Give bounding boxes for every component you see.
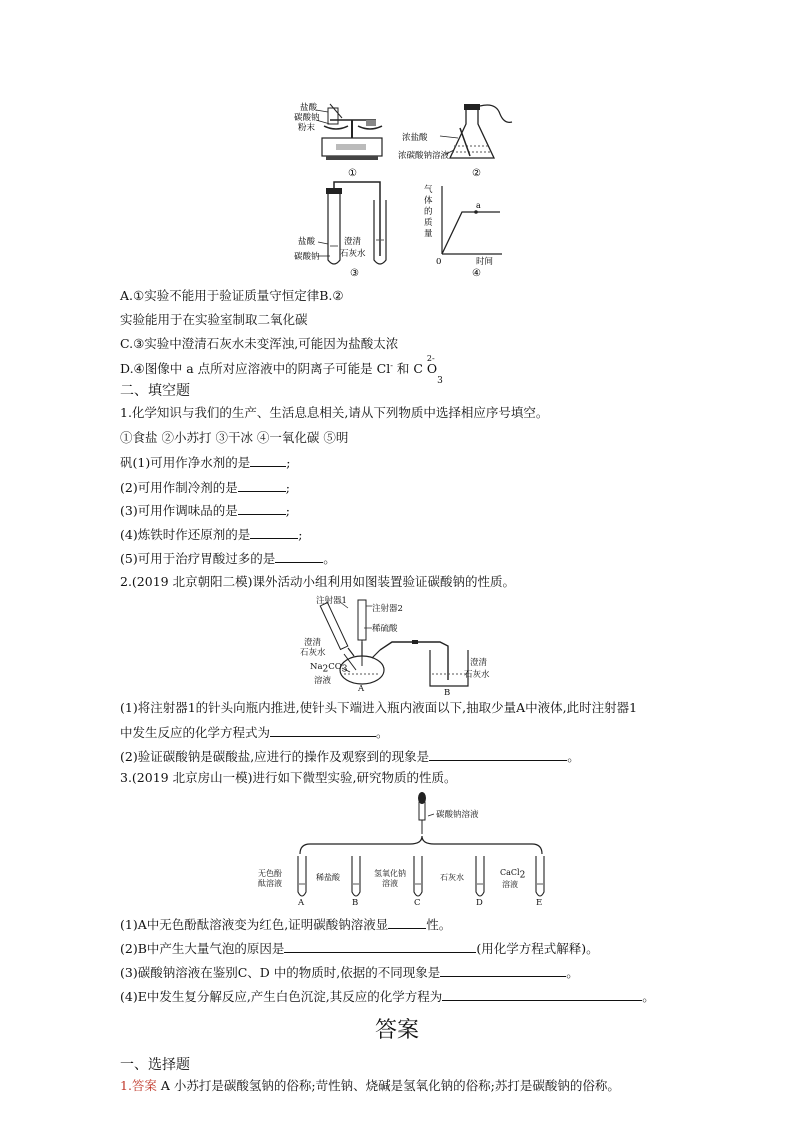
q1-line3	[120, 502, 290, 519]
graph-y1: 气	[424, 185, 433, 195]
q3-p1-pre: (1)A中无色酚酞溶液变为红色,证明碳酸钠溶液显	[120, 917, 389, 932]
answers-title: 答案	[374, 1018, 419, 1043]
apparatus-svg	[290, 96, 520, 280]
q1-blank1[interactable]	[250, 454, 286, 467]
q3-tube-d-l1: 石灰水	[440, 873, 464, 882]
graph-y2: 体	[424, 196, 433, 206]
section-title-fill: 二、填空题	[120, 383, 190, 399]
option-d-and: 和 C	[396, 361, 423, 377]
q3-tube-a-l2: 酞溶液	[258, 879, 282, 888]
q1-choices: ①食盐 ②小苏打 ③干冰 ④一氧化碳 ⑤明	[120, 430, 349, 445]
graph-y3: 的	[424, 207, 433, 217]
q3-tube-b-letter: B	[352, 898, 359, 908]
graph-x-label: 时间	[476, 257, 494, 267]
q3-p2-post: (用化学方程式解释)。	[476, 941, 599, 956]
q2-na2co3-label: $Na_2CO_3$	[310, 662, 348, 675]
graph-y5: 量	[424, 229, 433, 239]
q2-lime2-label: 石灰水	[300, 648, 326, 658]
q3-blank4[interactable]	[442, 988, 642, 1001]
q3-tube-d-letter: D	[476, 898, 483, 908]
q1-line1-pre: 矾(1)可用作净水剂的是	[120, 455, 251, 470]
q2-p1a: (1)将注射器1的针头向瓶内推进,使针头下端进入瓶内液面以下,抽取少量A中液体,此时注射器1	[120, 700, 638, 715]
q2-lime3-label: 澄清	[470, 658, 488, 668]
q3-tube-e-letter: E	[536, 898, 543, 908]
q1-line5-pre: (5)可用于治疗胃酸过多的是	[120, 551, 276, 566]
fig3-label-lime1: 澄清	[344, 237, 362, 247]
fig3-num: ③	[350, 268, 359, 279]
graph-y4: 质	[424, 218, 433, 228]
q3-p2	[120, 940, 599, 957]
q3-p3-post: 。	[566, 965, 579, 980]
option-d-ion	[426, 354, 443, 386]
answer-1-text: A 小苏打是碳酸氢钠的俗称;苛性钠、烧碱是氢氧化钠的俗称;苏打是碳酸钠的俗称。	[160, 1078, 620, 1093]
answers-section-title: 一、选择题	[120, 1057, 190, 1073]
option-d	[120, 354, 443, 386]
q2-p2-text: (2)验证碳酸钠是碳酸盐,应进行的操作及观察到的现象是	[120, 749, 430, 764]
q3-blank3[interactable]	[440, 964, 566, 977]
q3-tube-c-letter: C	[414, 898, 421, 908]
answer-1-label: 1.答案	[120, 1078, 157, 1093]
q2-syringe1-label: 注射器1	[316, 596, 347, 606]
q1-line5	[120, 550, 336, 567]
q3-p4-pre: (4)E中发生复分解反应,产生白色沉淀,其反应的化学方程为	[120, 989, 443, 1004]
q1-line4	[120, 526, 302, 543]
q2-label-a: A	[358, 684, 365, 694]
q2-p1b-text: 中发生反应的化学方程式为	[120, 725, 271, 740]
q2-syringe2-label: 注射器2	[372, 604, 403, 614]
q2-apparatus-figure	[300, 594, 500, 696]
q1-line4-pre: (4)炼铁时作还原剂的是	[120, 527, 251, 542]
q2-p1b-post: 。	[376, 725, 389, 740]
balance-apparatus	[316, 104, 382, 160]
q3-dropper-label: 碳酸钠溶液	[436, 810, 479, 820]
q3-tube-a-letter: A	[298, 898, 305, 908]
option-d-main: D.④图像中 a 点所对应溶液中的阴离子可能是 Cl	[120, 361, 391, 377]
fig1-label-hcl: 盐酸	[300, 103, 318, 113]
option-d-sup: -	[390, 361, 393, 370]
fig1-label-na2co3: 碳酸钠	[294, 113, 320, 123]
option-a-cont: 实验能用于在实验室制取二氧化碳	[120, 312, 308, 327]
q3-stem: 3.(2019 北京房山一模)进行如下微型实验,研究物质的性质。	[120, 770, 457, 785]
experiment-figure-top	[290, 96, 520, 280]
q3-tube-c-l2: 溶液	[382, 879, 398, 888]
fig3-label-hcl: 盐酸	[298, 237, 316, 247]
q2-p1b	[120, 724, 389, 741]
q3-p4-post: 。	[642, 989, 655, 1004]
answer-1	[120, 1078, 620, 1094]
q1-blank2[interactable]	[238, 479, 286, 492]
q3-p2-pre: (2)B中产生大量气泡的原因是	[120, 941, 285, 956]
q2-lime4-label: 石灰水	[464, 670, 490, 680]
q2-blank1[interactable]	[270, 724, 376, 737]
q2-p2-post: 。	[567, 749, 580, 764]
q2-na-text: Na	[310, 662, 323, 672]
q3-p1	[120, 916, 451, 933]
q3-p1-post: 性。	[426, 917, 452, 932]
graph-origin: 0	[436, 257, 442, 267]
option-d-sup2: 2-	[426, 354, 435, 364]
q1-line1	[120, 454, 290, 471]
q1-line2-pre: (2)可用作制冷剂的是	[120, 480, 238, 495]
q2-p2	[120, 748, 580, 765]
q1-line4-post: ;	[298, 527, 303, 542]
fig4-num: ④	[472, 268, 481, 279]
q2-stem: 2.(2019 北京朝阳二模)课外活动小组利用如图装置验证碳酸钠的性质。	[120, 574, 515, 589]
q3-blank2[interactable]	[284, 940, 476, 953]
q3-tube-c-l1: 氢氧化钠	[374, 869, 406, 878]
fig1-label-powder: 粉末	[298, 123, 316, 133]
option-d-sub: 3	[437, 375, 443, 386]
q2-blank2[interactable]	[429, 748, 567, 761]
q1-line3-post: ;	[285, 503, 290, 518]
q3-p4	[120, 988, 655, 1005]
q3-tube-e-cacl: CaCl	[500, 868, 520, 877]
q3-tube-e-l2: 溶液	[502, 880, 518, 889]
option-c: C.③实验中澄清石灰水未变浑浊,可能因为盐酸太浓	[120, 336, 399, 351]
q1-blank5[interactable]	[275, 550, 323, 563]
fig2-label-hcl: 浓盐酸	[402, 133, 428, 143]
mass-time-graph	[442, 186, 502, 254]
q1-line3-pre: (3)可用作调味品的是	[120, 503, 238, 518]
q2-sol-label: 溶液	[314, 676, 332, 686]
q1-line5-post: 。	[323, 551, 336, 566]
q3-tube-a-l1: 无色酚	[258, 869, 282, 878]
q1-stem: 1.化学知识与我们的生产、生活息息相关,请从下列物质中选择相应序号填空。	[120, 405, 549, 420]
graph-point-a: a	[476, 201, 481, 210]
option-a: A.①实验不能用于验证质量守恒定律B.②	[120, 288, 344, 303]
q3-p3	[120, 964, 579, 981]
q2-lime1-label: 澄清	[304, 638, 322, 648]
q1-line2-post: ;	[285, 480, 290, 495]
q3-tube-e	[496, 852, 550, 910]
q1-line1-post: ;	[286, 455, 291, 470]
fig1-num: ①	[348, 168, 357, 179]
fig2-label-sol: 浓碳酸钠溶液	[398, 151, 450, 161]
fig3-label-lime2: 石灰水	[340, 249, 366, 259]
q1-blank3[interactable]	[238, 502, 286, 515]
q3-microexperiment-figure	[250, 790, 550, 912]
q2-acid-label: 稀硫酸	[372, 624, 398, 634]
q2-label-b: B	[444, 688, 451, 698]
q1-blank4[interactable]	[250, 526, 298, 539]
q3-blank1[interactable]	[388, 916, 426, 929]
q2-co-text: CO	[328, 662, 342, 672]
option-d-o: O	[426, 361, 438, 377]
q3-p3-pre: (3)碳酸钠溶液在鉴别C、D 中的物质时,依据的不同现象是	[120, 965, 441, 980]
fig2-num: ②	[472, 168, 481, 179]
q3-tube-b-l1: 稀盐酸	[316, 873, 340, 882]
q1-line2	[120, 479, 290, 496]
flask-apparatus	[440, 104, 512, 158]
q3-tube-e-l1: CaCl$_2$	[500, 868, 526, 881]
fig3-label-na2co3: 碳酸钠	[294, 252, 320, 262]
